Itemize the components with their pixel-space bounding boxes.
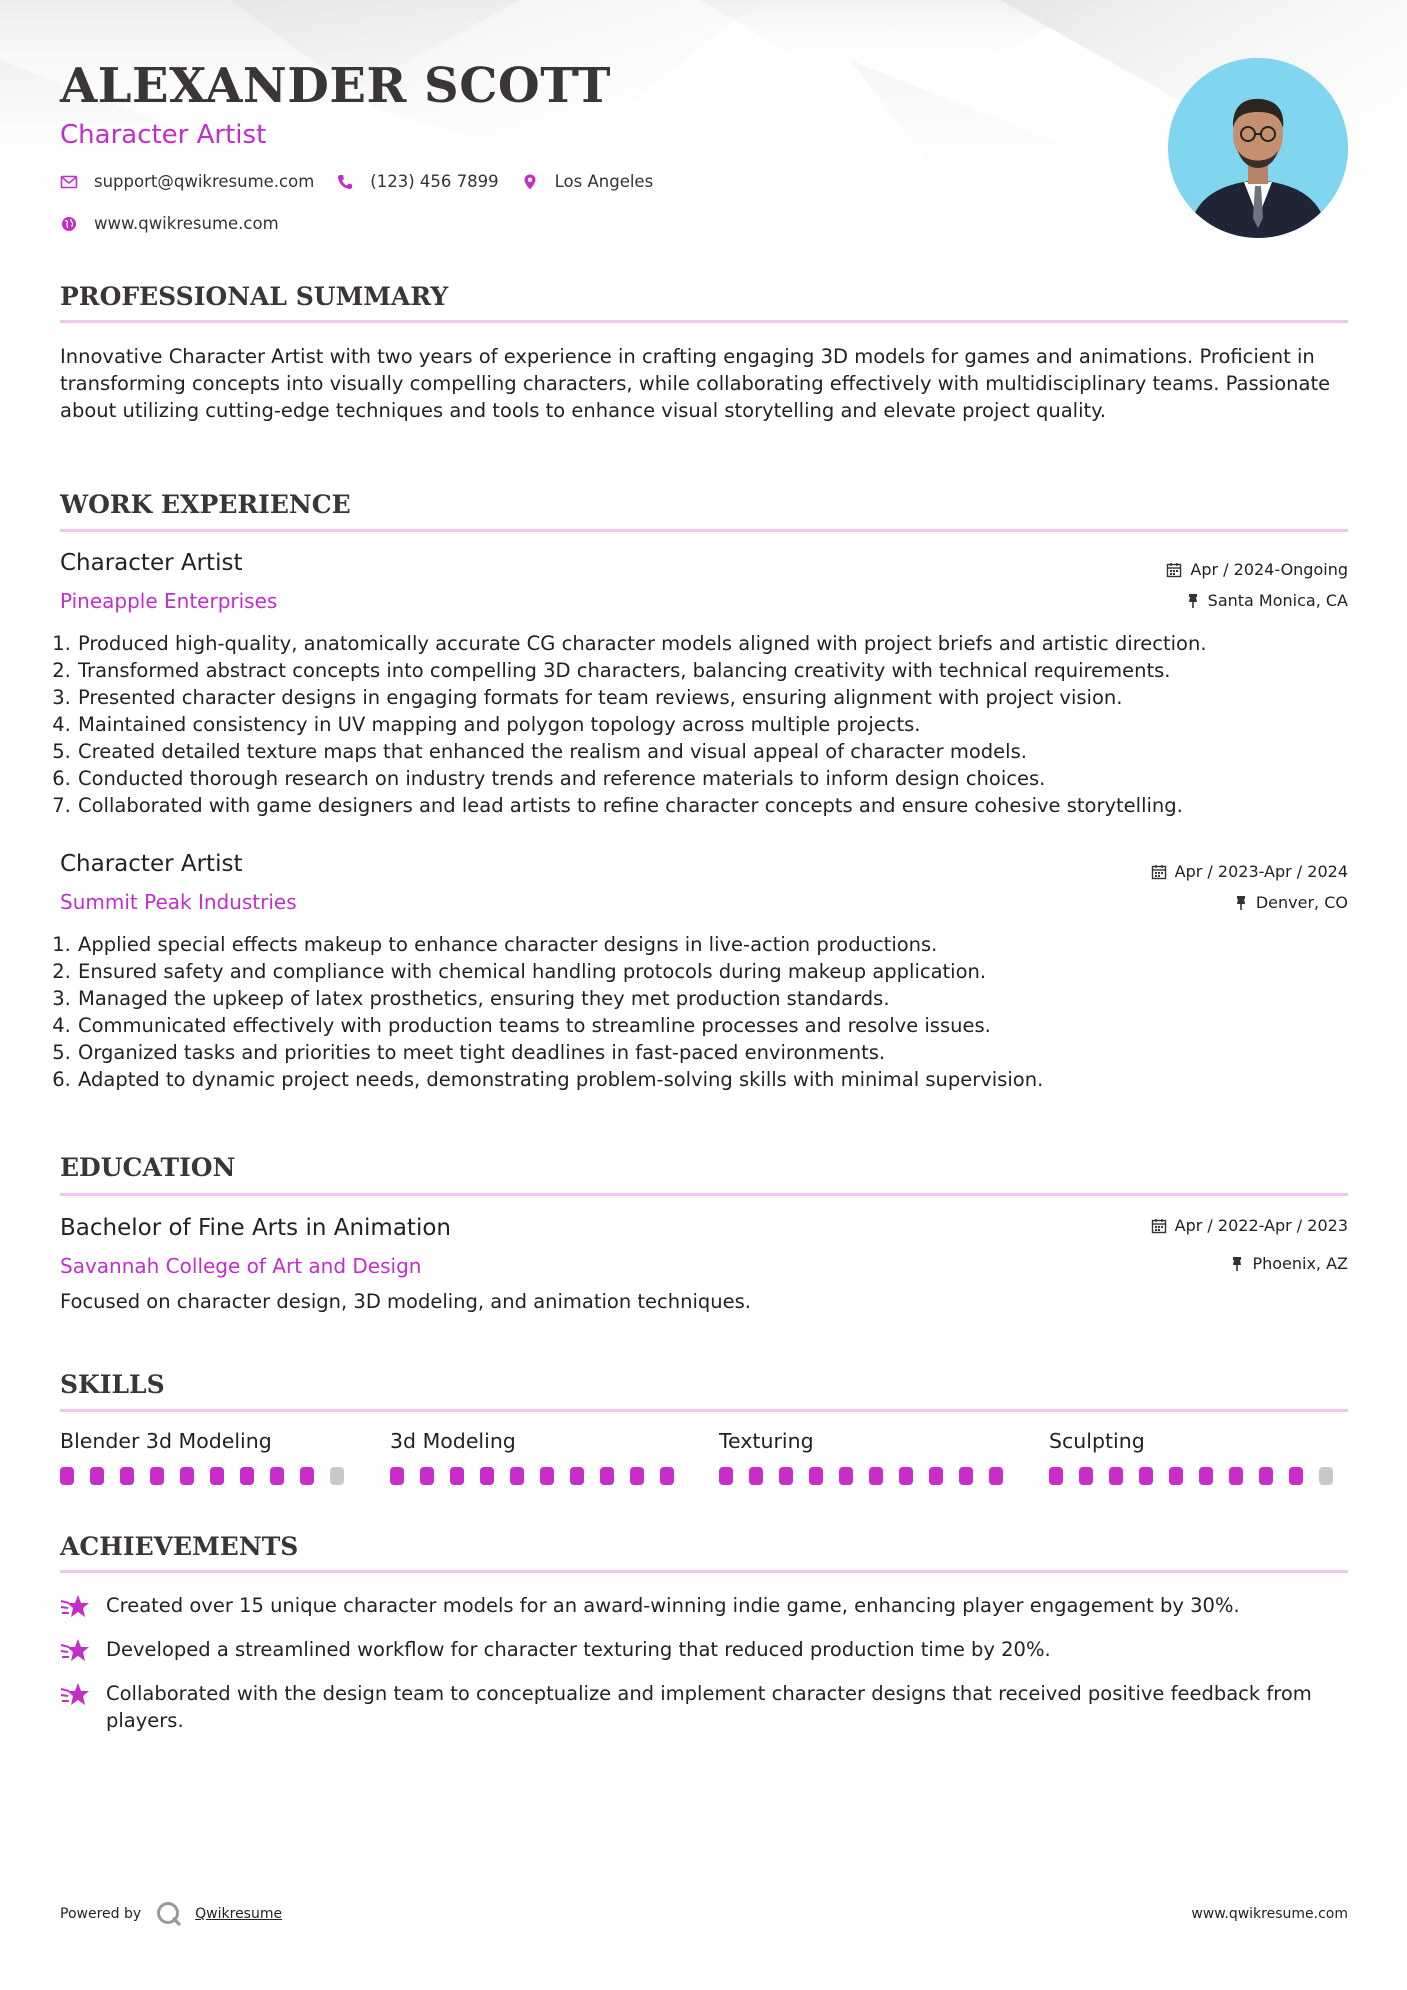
- achievement-item: [60, 1680, 1348, 1734]
- skill-dot-filled: [390, 1467, 404, 1485]
- company-name: Pineapple Enterprises: [60, 589, 278, 613]
- skill-dot-filled: [480, 1467, 494, 1485]
- list-item: 3. Managed the upkeep of latex prosthetics, ensuring they met production standards.: [77, 985, 1357, 1012]
- skill-item: [1049, 1429, 1349, 1485]
- candidate-role: Character Artist: [60, 120, 267, 150]
- list-item: 4. Maintained consistency in UV mapping and polygon topology across multiple projects.: [77, 711, 1357, 738]
- skill-dot-filled: [540, 1467, 554, 1485]
- skills-heading: SKILLS: [60, 1370, 165, 1399]
- powered-by-label: Powered by: [60, 1906, 142, 1922]
- achievement-item: [60, 1636, 1348, 1665]
- skill-dot-filled: [150, 1467, 164, 1485]
- list-item: 5. Organized tasks and priorities to meet tight deadlines in fast-paced environments.: [77, 1039, 1357, 1066]
- job-responsibilities: [60, 931, 1357, 1093]
- skill-dot-filled: [959, 1467, 973, 1485]
- phone-icon: [336, 173, 354, 191]
- footer-branding: [60, 1900, 282, 1928]
- skill-dot-empty: [1319, 1467, 1333, 1485]
- skill-dot-filled: [869, 1467, 883, 1485]
- skill-dot-filled: [600, 1467, 614, 1485]
- skill-dot-filled: [1199, 1467, 1213, 1485]
- job-dates: [1151, 862, 1348, 881]
- skill-dot-filled: [929, 1467, 943, 1485]
- job-location: [1234, 893, 1348, 912]
- skill-level-dots: [390, 1467, 690, 1485]
- candidate-name: ALEXANDER SCOTT: [60, 58, 611, 114]
- phone-item[interactable]: [336, 172, 498, 191]
- job-title: Character Artist: [60, 550, 243, 576]
- skill-dot-filled: [660, 1467, 674, 1485]
- job-title: Character Artist: [60, 851, 243, 877]
- calendar-icon: [1166, 562, 1182, 578]
- skill-dot-filled: [1229, 1467, 1243, 1485]
- website-text: www.qwikresume.com: [94, 214, 279, 233]
- shooting-star-icon: [60, 1591, 90, 1621]
- achievement-text: Developed a streamlined workflow for character texturing that reduced production time by 20%.: [106, 1638, 1051, 1661]
- education-divider: [60, 1193, 1348, 1196]
- skill-dot-filled: [630, 1467, 644, 1485]
- brand-link[interactable]: Qwikresume: [195, 1906, 283, 1922]
- location-item: [521, 172, 654, 191]
- contact-row: [60, 172, 675, 191]
- education-dates-text: Apr / 2022-Apr / 2023: [1174, 1216, 1348, 1235]
- skill-dot-filled: [839, 1467, 853, 1485]
- skill-dot-filled: [510, 1467, 524, 1485]
- education-dates: [1151, 1216, 1348, 1235]
- skill-dot-filled: [60, 1467, 74, 1485]
- list-item: 3. Presented character designs in engaging formats for team reviews, ensuring alignment with project vision.: [77, 684, 1357, 711]
- job-responsibilities: [60, 630, 1357, 819]
- summary-heading: PROFESSIONAL SUMMARY: [60, 282, 449, 311]
- skill-dot-filled: [989, 1467, 1003, 1485]
- list-item: 1. Produced high-quality, anatomically accurate CG character models aligned with project briefs and artistic direction.: [77, 630, 1357, 657]
- email-text: support@qwikresume.com: [94, 172, 315, 191]
- calendar-icon: [1151, 1218, 1167, 1234]
- qwikresume-logo-icon: [155, 1900, 183, 1928]
- shooting-star-icon: [60, 1635, 90, 1665]
- pin-icon: [1186, 593, 1200, 609]
- list-item: 5. Created detailed texture maps that enhanced the realism and visual appeal of character models.: [77, 738, 1357, 765]
- list-item: 6. Adapted to dynamic project needs, demonstrating problem-solving skills with minimal supervision.: [77, 1066, 1357, 1093]
- job-location-text: Denver, CO: [1255, 893, 1348, 912]
- pin-icon: [1234, 895, 1248, 911]
- achievement-text: Created over 15 unique character models for an award-winning indie game, enhancing player engagement by 30%.: [106, 1594, 1240, 1617]
- skill-dot-filled: [1109, 1467, 1123, 1485]
- skill-level-dots: [719, 1467, 1019, 1485]
- skill-name: Texturing: [719, 1429, 814, 1453]
- job-dates-text: Apr / 2023-Apr / 2024: [1174, 862, 1348, 881]
- list-item: 6. Conducted thorough research on industry trends and reference materials to inform design choices.: [77, 765, 1357, 792]
- school-name: Savannah College of Art and Design: [60, 1254, 422, 1278]
- skill-dot-filled: [899, 1467, 913, 1485]
- summary-divider: [60, 320, 1348, 323]
- education-location-text: Phoenix, AZ: [1252, 1254, 1348, 1273]
- achievements-divider: [60, 1570, 1348, 1573]
- skill-name: Blender 3d Modeling: [60, 1429, 272, 1453]
- job-dates-text: Apr / 2024-Ongoing: [1190, 560, 1348, 579]
- company-name: Summit Peak Industries: [60, 890, 297, 914]
- list-item: 7. Collaborated with game designers and lead artists to refine character concepts and ensure cohesive storytelling.: [77, 792, 1357, 819]
- education-location: [1230, 1254, 1348, 1273]
- achievement-text: Collaborated with the design team to conceptualize and implement character designs that received positive feedback from players.: [106, 1682, 1312, 1732]
- summary-text: Innovative Character Artist with two years of experience in crafting engaging 3D models for games and animations. Proficient in transforming concepts into visually compelling characters, while collaborating effectively with multidisciplinary teams. Passionate about utilizing cutting-edge techniques and tools to enhance visual storytelling and elevate project quality.: [60, 345, 1331, 422]
- skill-dot-filled: [809, 1467, 823, 1485]
- skill-level-dots: [1049, 1467, 1349, 1485]
- location-text: Los Angeles: [554, 172, 654, 191]
- skill-item: [719, 1429, 1019, 1485]
- list-item: 1. Applied special effects makeup to enhance character designs in live-action productions.: [77, 931, 1357, 958]
- skill-dot-filled: [1169, 1467, 1183, 1485]
- skill-dot-filled: [779, 1467, 793, 1485]
- calendar-icon: [1151, 864, 1167, 880]
- achievements-heading: ACHIEVEMENTS: [60, 1532, 299, 1561]
- shooting-star-icon: [60, 1679, 90, 1709]
- skill-dot-filled: [450, 1467, 464, 1485]
- website-row: [60, 214, 301, 233]
- email-item[interactable]: [60, 172, 314, 191]
- person-portrait-icon: [1168, 58, 1348, 238]
- skill-name: 3d Modeling: [390, 1429, 516, 1453]
- skill-dot-filled: [420, 1467, 434, 1485]
- skill-dot-filled: [719, 1467, 733, 1485]
- map-pin-icon: [521, 173, 539, 191]
- skill-dot-filled: [240, 1467, 254, 1485]
- skill-dot-filled: [1139, 1467, 1153, 1485]
- skill-item: [60, 1429, 360, 1485]
- skill-dot-filled: [180, 1467, 194, 1485]
- skill-dot-filled: [1079, 1467, 1093, 1485]
- skill-dot-filled: [90, 1467, 104, 1485]
- skill-dot-filled: [210, 1467, 224, 1485]
- degree-title: Bachelor of Fine Arts in Animation: [60, 1215, 451, 1241]
- achievement-item: [60, 1592, 1348, 1621]
- skill-dot-filled: [1289, 1467, 1303, 1485]
- list-item: 4. Communicated effectively with production teams to streamline processes and resolve issues.: [77, 1012, 1357, 1039]
- website-item[interactable]: [60, 214, 279, 233]
- globe-icon: [60, 215, 78, 233]
- skill-dot-filled: [300, 1467, 314, 1485]
- skill-name: Sculpting: [1049, 1429, 1145, 1453]
- list-item: 2. Transformed abstract concepts into compelling 3D characters, balancing creativity with technical requirements.: [77, 657, 1357, 684]
- skill-item: [390, 1429, 690, 1485]
- skill-dot-filled: [1259, 1467, 1273, 1485]
- job-location: [1186, 591, 1348, 610]
- skill-dot-filled: [120, 1467, 134, 1485]
- skill-dot-filled: [749, 1467, 763, 1485]
- education-description: Focused on character design, 3D modeling, and animation techniques.: [60, 1290, 752, 1313]
- profile-photo: [1168, 58, 1348, 238]
- footer-website-link[interactable]: www.qwikresume.com: [1191, 1906, 1348, 1922]
- skills-divider: [60, 1409, 1348, 1412]
- pin-icon: [1230, 1256, 1244, 1272]
- skill-dot-filled: [270, 1467, 284, 1485]
- experience-heading: WORK EXPERIENCE: [60, 490, 351, 519]
- skill-dot-empty: [330, 1467, 344, 1485]
- experience-divider: [60, 529, 1348, 532]
- phone-text: (123) 456 7899: [370, 172, 499, 191]
- list-item: 2. Ensured safety and compliance with chemical handling protocols during makeup application.: [77, 958, 1357, 985]
- education-heading: EDUCATION: [60, 1153, 236, 1182]
- envelope-icon: [60, 173, 78, 191]
- skill-level-dots: [60, 1467, 360, 1485]
- job-location-text: Santa Monica, CA: [1207, 591, 1348, 610]
- skill-dot-filled: [1049, 1467, 1063, 1485]
- job-dates: [1166, 560, 1348, 579]
- skill-dot-filled: [570, 1467, 584, 1485]
